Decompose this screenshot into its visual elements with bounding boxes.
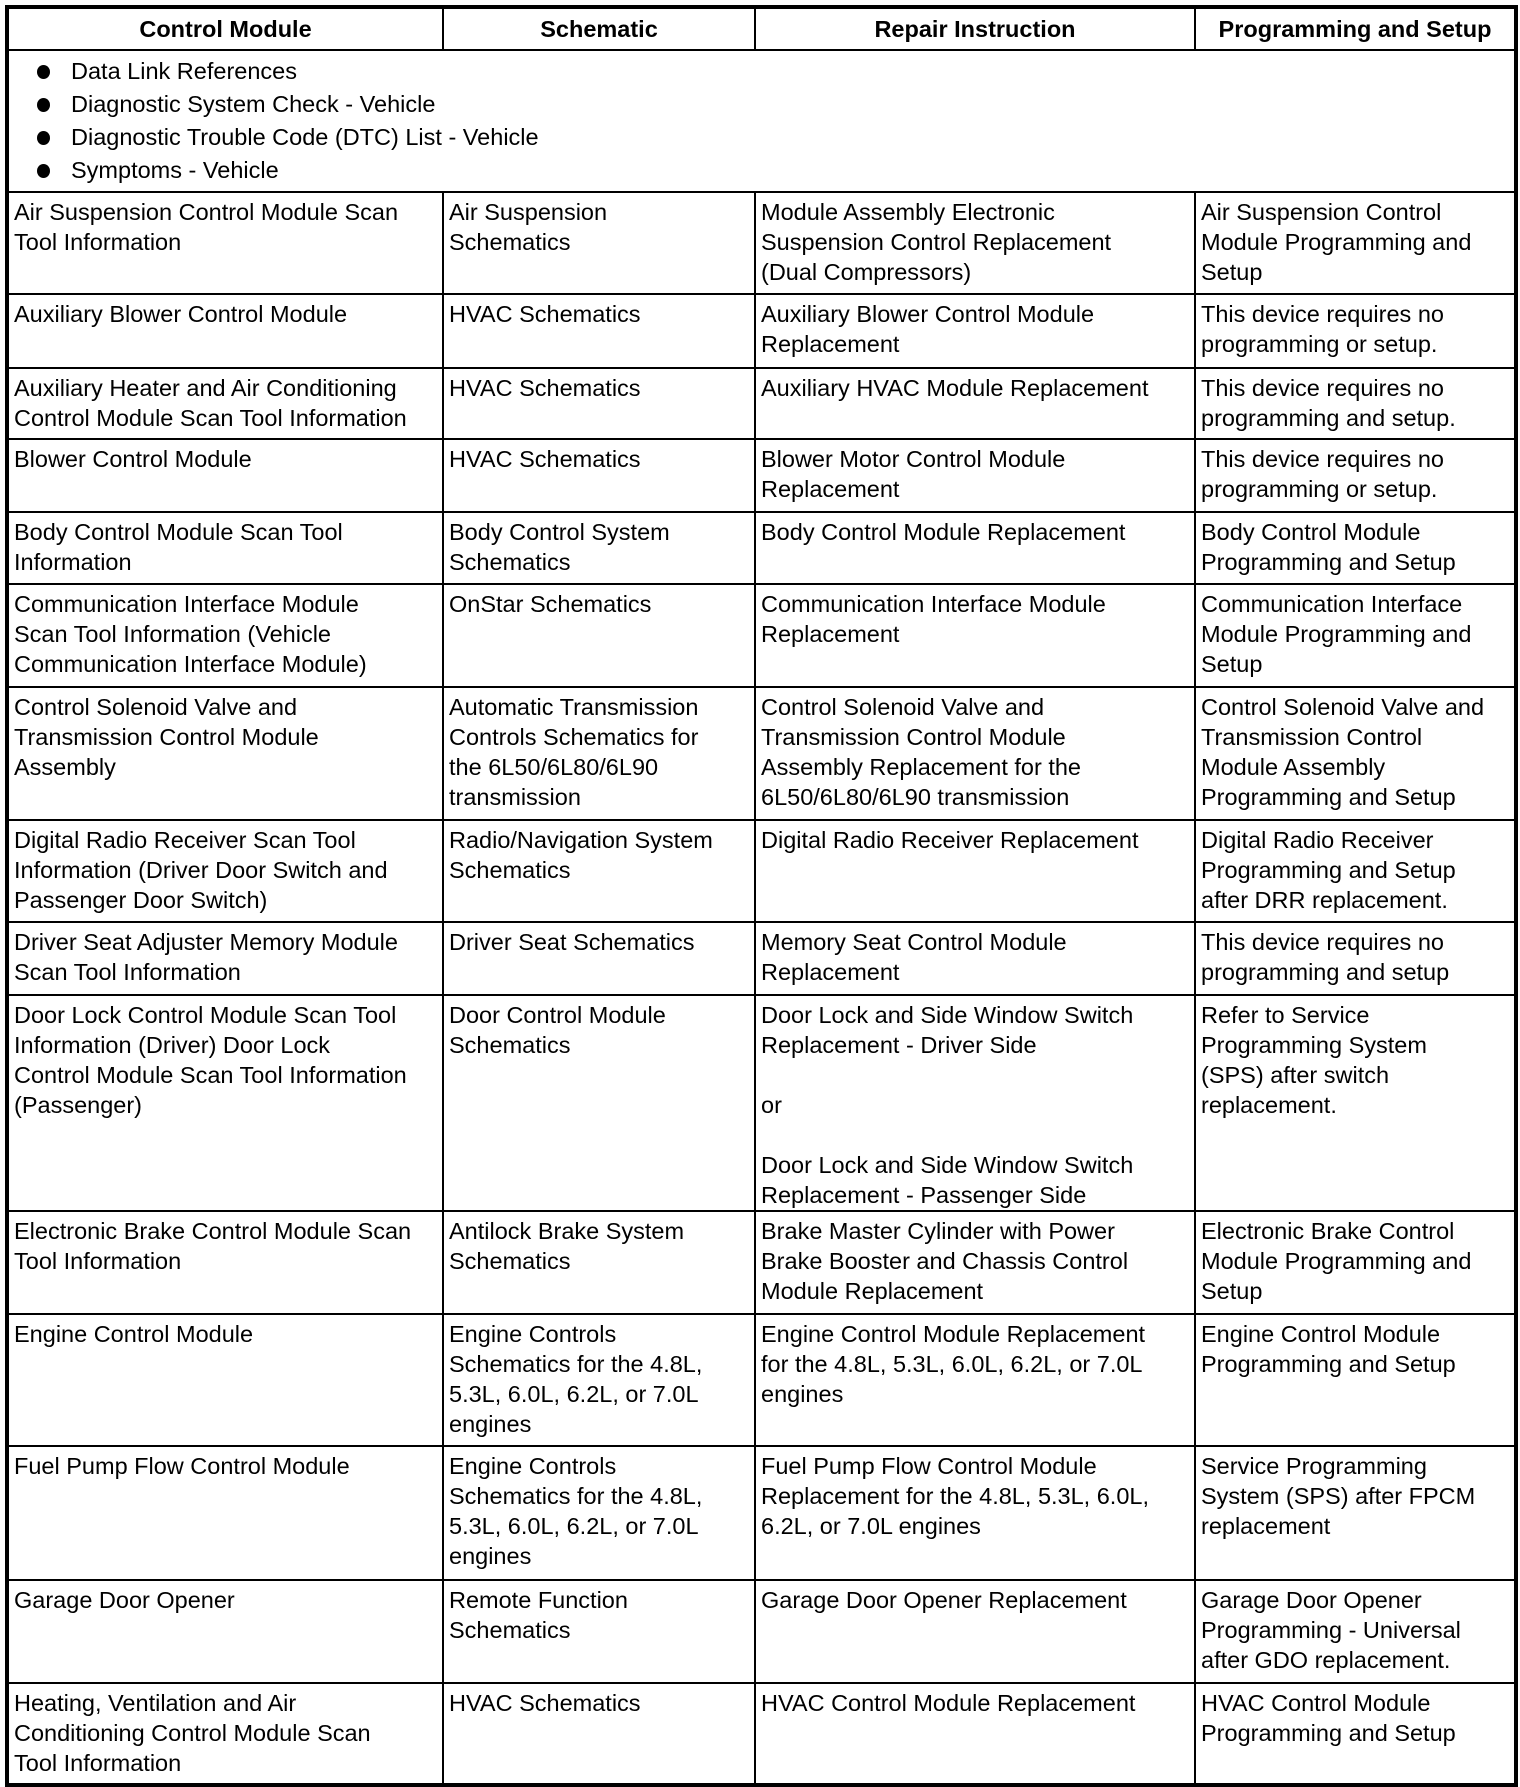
repair-instruction-cell[interactable]: Garage Door Opener Replacement — [755, 1580, 1195, 1683]
repair-instruction-cell[interactable]: Communication Interface Module Replacement — [755, 584, 1195, 687]
schematic-cell[interactable]: Driver Seat Schematics — [443, 922, 755, 995]
programming-setup-cell[interactable]: Electronic Brake Control Module Programming and Setup — [1195, 1211, 1516, 1314]
schematic-cell[interactable]: Body Control System Schematics — [443, 512, 755, 584]
reference-item[interactable] — [29, 88, 1514, 121]
control-module-cell: Fuel Pump Flow Control Module — [7, 1446, 443, 1580]
schematic-cell[interactable]: Engine Controls Schematics for the 4.8L, 5.3L, 6.0L, 6.2L, or 7.0L engines — [443, 1446, 755, 1580]
link-data-link-references[interactable]: Data Link References — [71, 58, 297, 84]
link-dtc-list[interactable]: Diagnostic Trouble Code (DTC) List - Vehicle — [71, 124, 539, 150]
control-module-cell: Control Solenoid Valve and Transmission Control Module Assembly — [7, 687, 443, 820]
table-row — [7, 687, 1516, 820]
schematic-cell[interactable]: HVAC Schematics — [443, 1683, 755, 1785]
header-control-module: Control Module — [7, 7, 443, 50]
bullet-icon — [37, 65, 50, 79]
reference-item[interactable] — [29, 55, 1514, 88]
table-row — [7, 368, 1516, 439]
table-row — [7, 1683, 1516, 1785]
schematic-cell[interactable]: HVAC Schematics — [443, 439, 755, 512]
bullet-icon — [37, 131, 50, 145]
programming-setup-cell[interactable]: Service Programming System (SPS) after FPCM replacement — [1195, 1446, 1516, 1580]
table-row — [7, 995, 1516, 1211]
control-module-cell: Digital Radio Receiver Scan Tool Information (Driver Door Switch and Passenger Door Switch) — [7, 820, 443, 922]
reference-item[interactable] — [29, 154, 1514, 187]
programming-setup-cell[interactable]: Control Solenoid Valve and Transmission Control Module Assembly Programming and Setup — [1195, 687, 1516, 820]
control-module-cell: Driver Seat Adjuster Memory Module Scan Tool Information — [7, 922, 443, 995]
link-diagnostic-system-check[interactable]: Diagnostic System Check - Vehicle — [71, 91, 436, 117]
control-module-cell: Heating, Ventilation and Air Conditioning Control Module Scan Tool Information — [7, 1683, 443, 1785]
repair-instruction-cell[interactable]: Memory Seat Control Module Replacement — [755, 922, 1195, 995]
schematic-cell[interactable]: Air Suspension Schematics — [443, 192, 755, 294]
schematic-cell[interactable]: OnStar Schematics — [443, 584, 755, 687]
table-row — [7, 1211, 1516, 1314]
table-row — [7, 1446, 1516, 1580]
repair-instruction-cell[interactable]: Module Assembly Electronic Suspension Control Replacement (Dual Compressors) — [755, 192, 1195, 294]
reference-list — [9, 51, 1514, 191]
programming-setup-cell[interactable]: This device requires no programming and setup. — [1195, 368, 1516, 439]
reference-item[interactable] — [29, 121, 1514, 154]
control-module-cell: Electronic Brake Control Module Scan Tool Information — [7, 1211, 443, 1314]
repair-instruction-cell[interactable]: Blower Motor Control Module Replacement — [755, 439, 1195, 512]
programming-setup-cell[interactable]: Garage Door Opener Programming - Universal after GDO replacement. — [1195, 1580, 1516, 1683]
schematic-cell[interactable]: HVAC Schematics — [443, 368, 755, 439]
control-module-cell: Communication Interface Module Scan Tool Information (Vehicle Communication Interface Module) — [7, 584, 443, 687]
control-module-cell: Door Lock Control Module Scan Tool Information (Driver) Door Lock Control Module Scan Tool Information (Passenger) — [7, 995, 443, 1211]
repair-instruction-cell[interactable]: Digital Radio Receiver Replacement — [755, 820, 1195, 922]
programming-setup-cell[interactable]: This device requires no programming or setup. — [1195, 439, 1516, 512]
repair-instruction-cell[interactable]: Engine Control Module Replacement for the 4.8L, 5.3L, 6.0L, 6.2L, or 7.0L engines — [755, 1314, 1195, 1446]
table-row — [7, 1314, 1516, 1446]
table-row — [7, 922, 1516, 995]
link-symptoms[interactable]: Symptoms - Vehicle — [71, 157, 279, 183]
control-module-cell: Garage Door Opener — [7, 1580, 443, 1683]
header-programming-setup: Programming and Setup — [1195, 7, 1516, 50]
control-module-cell: Auxiliary Heater and Air Conditioning Control Module Scan Tool Information — [7, 368, 443, 439]
repair-instruction-cell[interactable]: Auxiliary Blower Control Module Replacement — [755, 294, 1195, 368]
references-row — [7, 50, 1516, 192]
programming-setup-cell[interactable]: This device requires no programming and setup — [1195, 922, 1516, 995]
schematic-cell[interactable]: Remote Function Schematics — [443, 1580, 755, 1683]
table-row — [7, 584, 1516, 687]
table-row — [7, 820, 1516, 922]
control-module-cell: Air Suspension Control Module Scan Tool Information — [7, 192, 443, 294]
schematic-cell[interactable]: Automatic Transmission Controls Schematics for the 6L50/6L80/6L90 transmission — [443, 687, 755, 820]
repair-instruction-cell[interactable]: Control Solenoid Valve and Transmission Control Module Assembly Replacement for the 6L50/6L80/6L90 transmission — [755, 687, 1195, 820]
control-module-cell: Blower Control Module — [7, 439, 443, 512]
repair-instruction-cell[interactable]: Fuel Pump Flow Control Module Replacement for the 4.8L, 5.3L, 6.0L, 6.2L, or 7.0L engines — [755, 1446, 1195, 1580]
schematic-cell[interactable]: Antilock Brake System Schematics — [443, 1211, 755, 1314]
repair-instruction-cell[interactable]: Brake Master Cylinder with Power Brake Booster and Chassis Control Module Replacement — [755, 1211, 1195, 1314]
bullet-icon — [37, 98, 50, 112]
programming-setup-cell[interactable]: Body Control Module Programming and Setup — [1195, 512, 1516, 584]
header-schematic: Schematic — [443, 7, 755, 50]
repair-instruction-cell[interactable]: Body Control Module Replacement — [755, 512, 1195, 584]
control-module-cell: Body Control Module Scan Tool Information — [7, 512, 443, 584]
control-module-reference-table — [5, 5, 1518, 1787]
programming-setup-cell[interactable]: Communication Interface Module Programming and Setup — [1195, 584, 1516, 687]
bullet-icon — [37, 164, 50, 178]
programming-setup-cell[interactable]: HVAC Control Module Programming and Setup — [1195, 1683, 1516, 1785]
table-row — [7, 294, 1516, 368]
control-module-cell: Engine Control Module — [7, 1314, 443, 1446]
programming-setup-cell[interactable]: Air Suspension Control Module Programming and Setup — [1195, 192, 1516, 294]
schematic-cell[interactable]: Radio/Navigation System Schematics — [443, 820, 755, 922]
table-row — [7, 439, 1516, 512]
schematic-cell[interactable]: Door Control Module Schematics — [443, 995, 755, 1211]
table-row — [7, 192, 1516, 294]
table-row — [7, 512, 1516, 584]
programming-setup-cell[interactable]: Engine Control Module Programming and Setup — [1195, 1314, 1516, 1446]
repair-instruction-cell[interactable]: HVAC Control Module Replacement — [755, 1683, 1195, 1785]
schematic-cell[interactable]: Engine Controls Schematics for the 4.8L, 5.3L, 6.0L, 6.2L, or 7.0L engines — [443, 1314, 755, 1446]
programming-setup-cell[interactable]: Digital Radio Receiver Programming and Setup after DRR replacement. — [1195, 820, 1516, 922]
repair-instruction-cell[interactable]: Door Lock and Side Window Switch Replacement - Driver Side or Door Lock and Side Window Switch Replacement - Passenger Side — [755, 995, 1195, 1211]
programming-setup-cell[interactable]: This device requires no programming or setup. — [1195, 294, 1516, 368]
control-module-cell: Auxiliary Blower Control Module — [7, 294, 443, 368]
table-row — [7, 1580, 1516, 1683]
programming-setup-cell[interactable]: Refer to Service Programming System (SPS) after switch replacement. — [1195, 995, 1516, 1211]
header-repair-instruction: Repair Instruction — [755, 7, 1195, 50]
repair-instruction-cell[interactable]: Auxiliary HVAC Module Replacement — [755, 368, 1195, 439]
schematic-cell[interactable]: HVAC Schematics — [443, 294, 755, 368]
header-row — [7, 7, 1516, 50]
